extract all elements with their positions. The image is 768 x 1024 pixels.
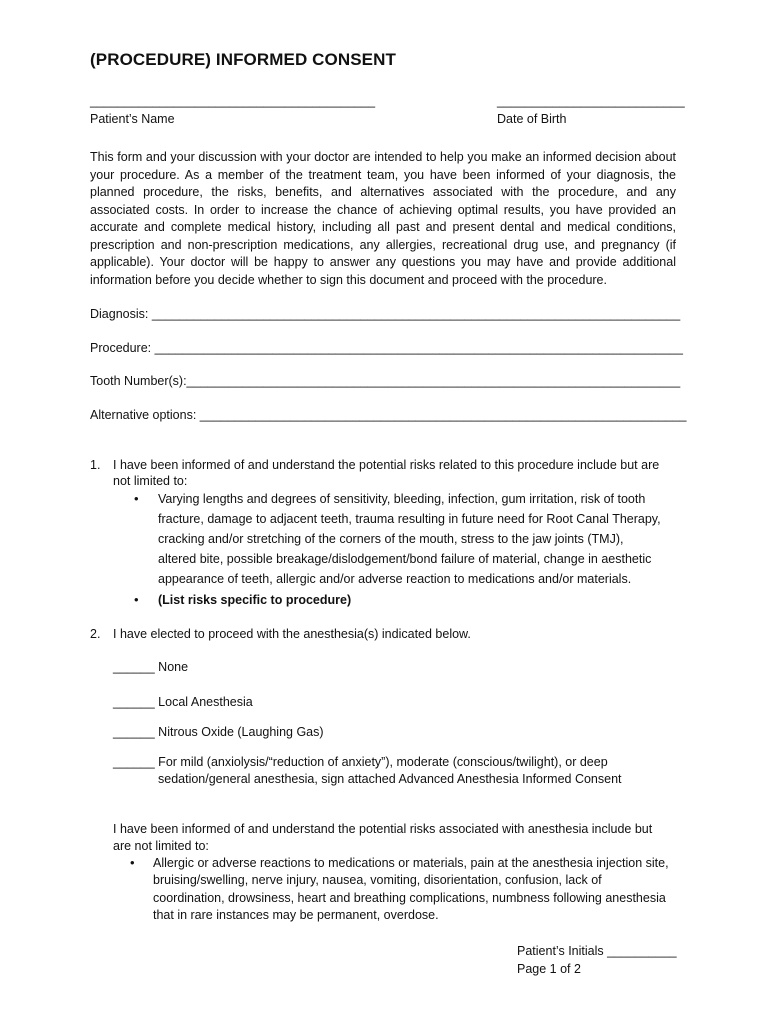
anesthesia-option-none[interactable]: ______ None	[113, 660, 189, 674]
item-1-text-line-1: I have been informed of and understand the potential risks related to this procedure include but are	[113, 458, 660, 472]
date-of-birth-label: Date of Birth	[497, 112, 567, 126]
anesthesia-option-nitrous[interactable]: ______ Nitrous Oxide (Laughing Gas)	[113, 725, 324, 739]
anesthesia-risk-line: Allergic or adverse reactions to medications or materials, pain at the anesthesia injection site,	[153, 856, 669, 870]
risk-bullet-line: fracture, damage to adjacent teeth, trauma resulting in future need for Root Canal Therapy,	[158, 512, 661, 526]
anesthesia-option-sedation-line-2: sedation/general anesthesia, sign attached Advanced Anesthesia Informed Consent	[158, 772, 622, 786]
document-title: (PROCEDURE) INFORMED CONSENT	[90, 50, 396, 69]
page-number: Page 1 of 2	[517, 962, 581, 976]
anesthesia-option-sedation[interactable]: ______ For mild (anxiolysis/“reduction of anxiety”), moderate (conscious/twilight), or deep	[113, 755, 608, 769]
date-of-birth-line[interactable]: ___________________________	[497, 94, 685, 108]
diagnosis-field[interactable]: Diagnosis: ____________________________________________________________________________	[90, 307, 681, 321]
anesthesia-risks-line-1: I have been informed of and understand the potential risks associated with anesthesia include but	[113, 822, 653, 836]
risk-bullet-line: altered bite, possible breakage/dislodgement/bond failure of material, change in aesthetic	[158, 552, 652, 566]
anesthesia-risk-line: that in rare instances may be permanent, overdose.	[153, 907, 439, 922]
procedure-field[interactable]: Procedure: ____________________________________________________________________________	[90, 341, 683, 355]
risk-bullet-line: appearance of teeth, allergic and/or adverse reaction to medications and/or materials.	[158, 572, 632, 586]
patient-initials-field[interactable]: Patient’s Initials __________	[517, 944, 677, 958]
anesthesia-risks-line-2: are not limited to:	[113, 839, 209, 853]
tooth-number-field[interactable]: Tooth Number(s):_______________________________________________________________________	[90, 374, 681, 388]
item-2-text: I have elected to proceed with the anesthesia(s) indicated below.	[113, 627, 471, 641]
anesthesia-risk-line: coordination, drowsiness, heart and breathing complications, numbness following anesthesia	[153, 890, 666, 905]
risk-bullet-2: (List risks specific to procedure)	[158, 593, 352, 607]
intro-paragraph: This form and your discussion with your doctor are intended to help you make an informed decision about your procedure. As a member of the treatment team, you have been informed of your diagnosis, the planned procedure, the risks, benefits, and alternatives associated with the procedure, and any associated costs. In order to increase the chance of achieving optimal results, you have provided an accurate and complete medical history, including all past and present dental and medical conditions, prescription and non-prescription medications, any allergies, recreational drug use, and pregnancy (if applicable). Your doctor will be happy to answer any questions you may have and provide additional information before you decide whether to sign this document and proceed with the procedure.	[90, 150, 676, 287]
item-1-text-line-2: not limited to:	[113, 474, 188, 488]
risk-bullet-line: cracking and/or stretching of the corners of the mouth, stress to the jaw joints (TMJ),	[158, 532, 624, 546]
anesthesia-option-local[interactable]: ______ Local Anesthesia	[113, 695, 253, 709]
item-1-number: 1.	[90, 458, 101, 472]
alternative-options-field[interactable]: Alternative options: ______________________________________________________________________	[90, 408, 687, 422]
item-2-number: 2.	[90, 627, 101, 641]
risk-bullet-line: Varying lengths and degrees of sensitivity, bleeding, infection, gum irritation, risk of tooth	[158, 492, 646, 506]
patient-name-label: Patient’s Name	[90, 112, 175, 126]
bullet-icon: •	[134, 491, 139, 506]
risk-bullet-1	[158, 489, 698, 589]
bullet-icon: •	[130, 855, 135, 870]
anesthesia-risk-bullet	[153, 855, 698, 924]
patient-name-line[interactable]: _________________________________________	[90, 94, 376, 108]
bullet-icon: •	[134, 592, 139, 607]
anesthesia-risk-line: bruising/swelling, nerve injury, nausea, vomiting, disorientation, confusion, lack of	[153, 873, 602, 888]
